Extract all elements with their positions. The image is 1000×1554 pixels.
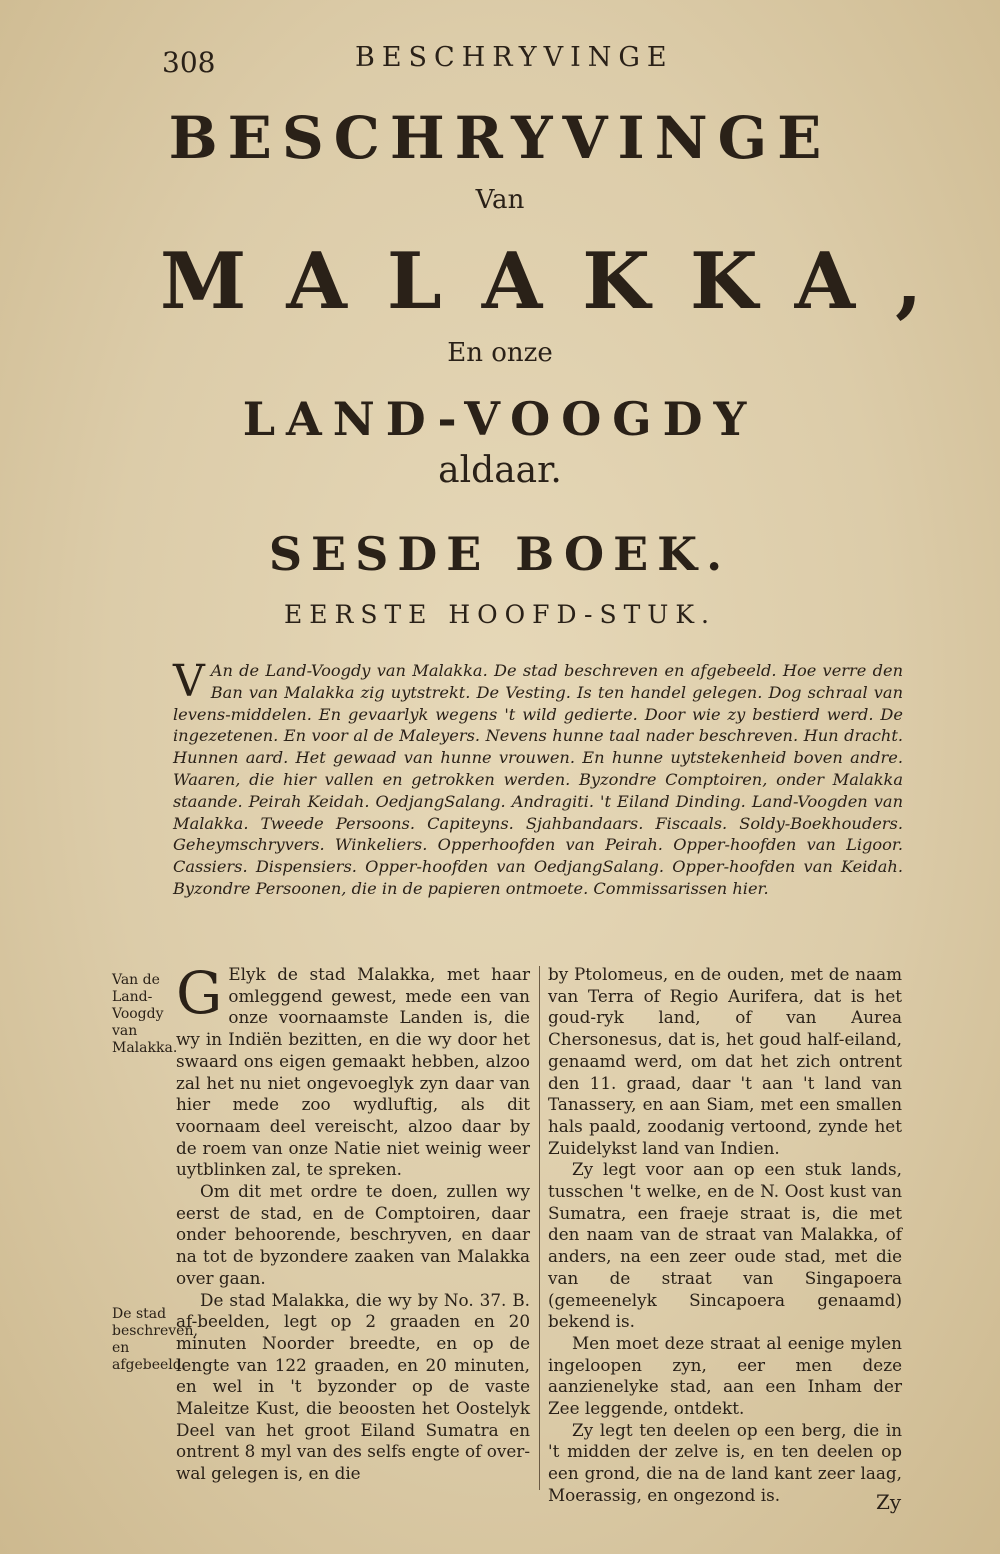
left-paragraph-3: De stad Malakka, die wy by No. 37. B. af-beelden, legt op 2 graaden en 20 minuten Noorder breedte, en op de lengte van 122 graaden, en 20 minuten, en wel in 't byzonder op de vaste Maleitze Kust, die beoosten het Oostelyk Deel van het groot Eiland Sumatra en ontrent 8 myl van des selfs engte of over-wal gelegen is, en die (176, 1289, 530, 1484)
title-line-4: En onze (447, 338, 553, 368)
summary-text: An de Land-Voogdy van Malakka. De stad beschreven en afgebeeld. Hoe verre den Ban van Malakka zig uytstrekt. De Vesting. Is ten handel gelegen. Dog schraal van levens-middelen. En gevaarlyk wegens 't wild gedierte. Door wie zy bestierd werd. De ingezetenen. En voor al de Maleyers. Nevens hunne taal nader beschreven. Hun dracht. Hunnen aard. Het gewaad van hunne vrouwen. En hunne uytstekenheid boven andre. Waaren, die hier vallen en getrokken werden. Byzondre Comptoiren, onder Malakka staande. Peirah Keidah. OedjangSalang. Andragiti. 't Eiland Dinding. Land-Voogden van Malakka. Tweede Persoons. Capiteyns. Sjahbandaars. Fiscaals. Soldy-Boekhouders. Geheymschryvers. Winkeliers. Opperhoofden van Peirah. Opper-hoofden van Ligoor. Cassiers. Dispensiers. Opper-hoofden van OedjangSalang. Opper-hoofden van Keidah. Byzondre Persoonen, die in de papieren ontmoete. Commissarissen hier. (173, 661, 903, 898)
chapter-summary (173, 656, 903, 900)
drop-cap: G (176, 959, 223, 1027)
left-paragraph-1 (176, 959, 530, 1181)
left-column (176, 959, 530, 1485)
chapter-heading: EERSTE HOOFD-STUK. (284, 600, 716, 629)
right-paragraph-2: Zy legt voor aan op een stuk lands, tusschen 't welke, en de N. Oost kust van Sumatra, een fraeje straat is, die met den naam van de straat van Malakka, of anders, na een zeer oude stad, met die van de straat van Singapoera (gemeenelyk Sincapoera genaamd) bekend is. (548, 1159, 902, 1332)
page-number: 308 (162, 46, 216, 79)
title-line-6: aldaar. (438, 450, 562, 491)
left-paragraph-2: Om dit met ordre te doen, zullen wy eerst de stad, en de Comptoiren, daar onder behoorende, beschryven, en daar na tot de byzondere zaaken van Malakka over gaan. (176, 1181, 530, 1288)
margin-note-1: Van de Land-Voogdy van Malakka. (112, 972, 178, 1056)
title-line-1: BESCHRYVINGE (168, 104, 832, 172)
title-line-3: MALAKKA, (160, 236, 963, 327)
right-paragraph-1: by Ptolomeus, en de ouden, met de naam van Terra of Regio Aurifera, dat is het goud-ryk land, of van Aurea Chersonesus, dat is, het goud half-eiland, genaamd werd, om dat het zich ontrent den 11. graad, daar 't aan 't land van Tanassery, en aan Siam, met een smallen hals paald, zoodanig vertoond, zynde het Zuidelykst land van Indien. (548, 964, 902, 1158)
summary-initial: V (173, 656, 205, 707)
column-divider (539, 966, 540, 1490)
title-line-2: Van (475, 185, 525, 215)
right-paragraph-4: Zy legt ten deelen op een berg, die in 't midden der zelve is, en ten deelen op een grond, die na de land kant zeer laag, Moerassig, en ongezond is. (548, 1419, 902, 1505)
right-paragraph-3: Men moet deze straat al eenige mylen ingeloopen zyn, eer men deze aanzienelyke stad, aan een Inham der Zee leggende, ontdekt. (548, 1332, 902, 1419)
running-head: BESCHRYVINGE (355, 42, 674, 73)
book-heading: SESDE BOEK. (268, 527, 732, 581)
margin-note-2: De stad beschreven, en afgebeeld. (112, 1306, 198, 1373)
catchword: Zy (876, 1490, 902, 1514)
title-line-5: LAND-VOOGDY (242, 392, 758, 446)
left-paragraph-1-text: Elyk de stad Malakka, met haar omleggend gewest, mede een van onze voornaamste Landen is, die wy in Indiën bezitten, en die wy door het swaard ons eigen gemaakt hebben, alzoo zal het nu niet ongevoeglyk zyn daar van hier mede zoo wydluftig, als dit voornaam deel vereischt, alzoo daar by de roem van onze Natie niet weinig weer uytblinken zal, te spreken. (176, 964, 530, 1180)
right-column (548, 964, 902, 1507)
